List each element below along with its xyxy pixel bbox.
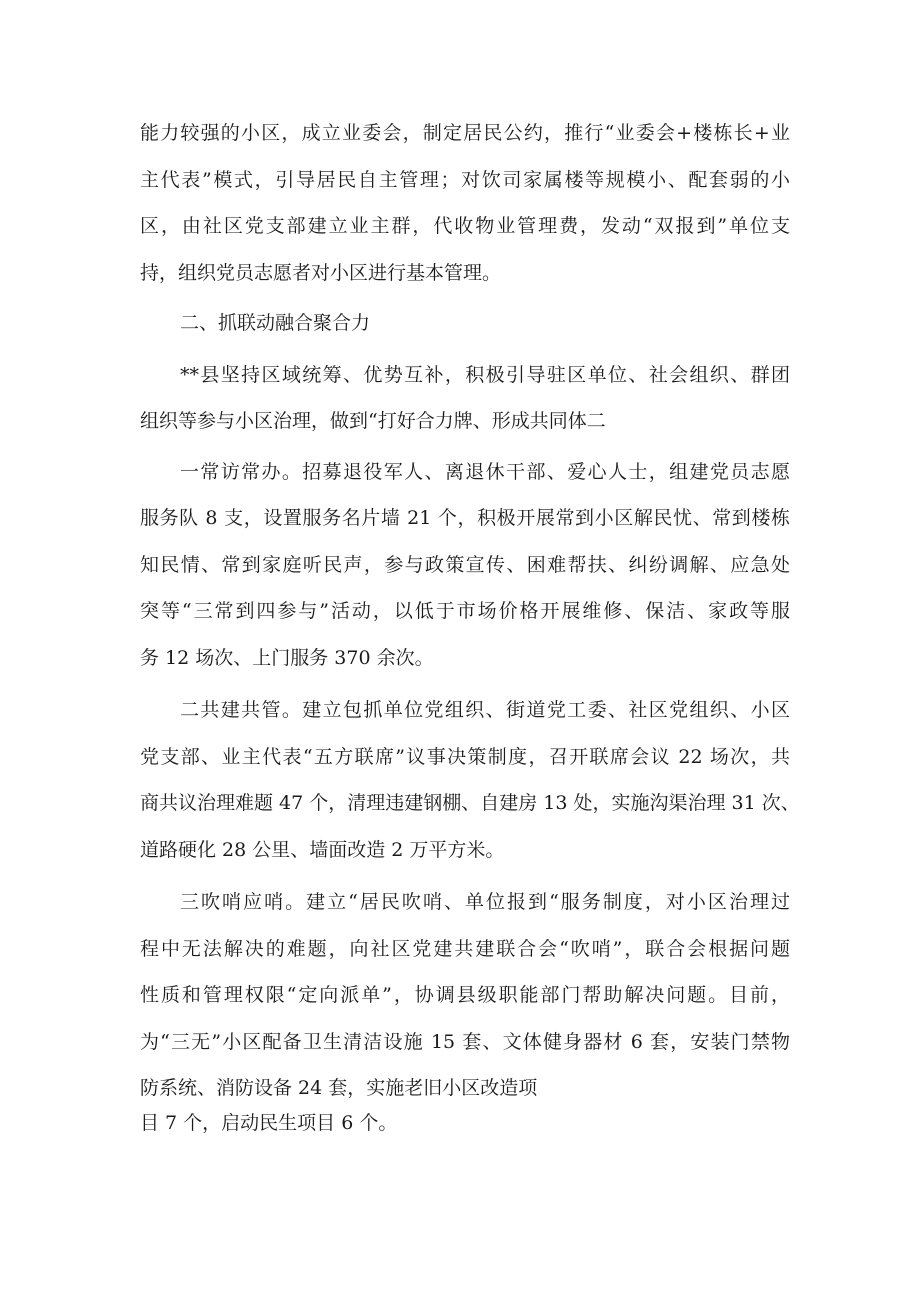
paragraph-line: 持，组织党员志愿者对小区进行基本管理。 [140, 262, 502, 284]
paragraph-line: **县坚持区域统筹、优势互补，积极引导驻区单位、社会组织、群团 [180, 364, 790, 386]
paragraph-line: 防系统、消防设备 24 套，实施老旧小区改造项 [140, 1077, 538, 1099]
paragraph-line: 目 7 个，启动民生项目 6 个。 [140, 1112, 398, 1134]
paragraph-line: 商共议治理难题 47 个，清理违建钢棚、自建房 13 处，实施沟渠治理 31 次、 [140, 792, 800, 814]
paragraph-line: 道路硬化 28 公里、墙面改造 2 万平方米。 [140, 839, 505, 861]
paragraph-line: 主代表”模式，引导居民自主管理；对饮司家属楼等规模小、配套弱的小 [140, 169, 790, 191]
paragraph-line: 性质和管理权限“定向派单”，协调县级职能部门帮助解决问题。目前， [140, 984, 790, 1006]
paragraph-line: 组织等参与小区治理，做到“打好合力牌、形成共同体二 [140, 410, 606, 432]
paragraph-line: 突等“三常到四参与”活动，以低于市场价格开展维修、保洁、家政等服 [140, 600, 790, 622]
paragraph-line: 知民情、常到家庭听民声，参与政策宣传、困难帮扶、纠纷调解、应急处 [140, 554, 790, 576]
paragraph-line: 程中无法解决的难题，向社区党建共建联合会“吹哨”，联合会根据问题 [140, 938, 790, 960]
section-heading: 二、抓联动融合聚合力 [180, 312, 371, 334]
paragraph-line: 三吹哨应哨。建立“居民吹哨、单位报到“服务制度，对小区治理过 [180, 891, 790, 913]
paragraph-line: 区，由社区党支部建立业主群，代收物业管理费，发动“双报到”单位支 [140, 215, 790, 237]
paragraph-line: 二共建共管。建立包抓单位党组织、街道党工委、社区党组织、小区 [180, 699, 790, 721]
paragraph-line: 务 12 场次、上门服务 370 余次。 [140, 647, 434, 669]
paragraph-line: 能力较强的小区，成立业委会，制定居民公约，推行“业委会+楼栋长+业 [140, 122, 790, 144]
paragraph-line: 服务队 8 支，设置服务名片墙 21 个，积极开展常到小区解民忧、常到楼栋 [140, 507, 790, 529]
paragraph-line: 党支部、业主代表“五方联席”议事决策制度，召开联席会议 22 场次，共 [140, 746, 790, 768]
paragraph-line: 为“三无”小区配备卫生清洁设施 15 套、文体健身器材 6 套，安装门禁物 [140, 1031, 790, 1053]
paragraph-line: 一常访常办。招募退役军人、离退休干部、爱心人士，组建党员志愿 [180, 461, 790, 483]
